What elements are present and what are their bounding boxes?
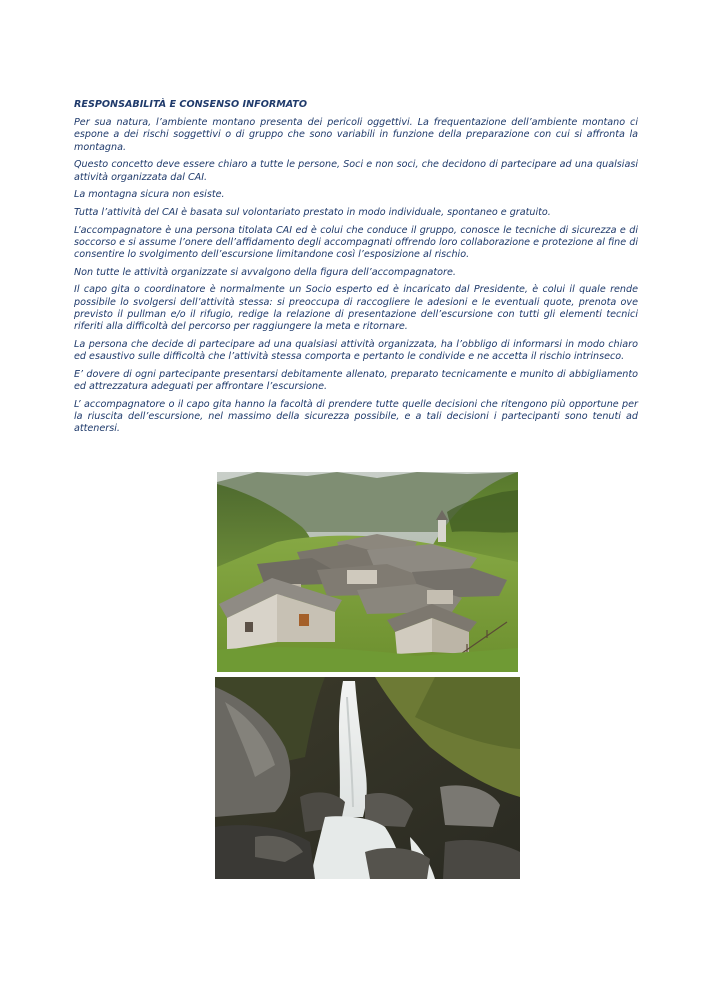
paragraph-3: La montagna sicura non esiste.	[74, 189, 225, 201]
paragraph-1: Per sua natura, l’ambiente montano presenta dei pericoli oggettivi. La frequentazione dell’ambiente montano ci espone a dei rischi soggettivi o di gruppo che sono variabili in funzione della preparazione con cui si affronta la montagna.	[74, 117, 638, 153]
paragraph-5: L’accompagnatore è una persona titolata CAI ed è colui che conduce il gruppo, conosce le tecniche di sicurezza e di soccorso e si assume l’onere dell’affidamento degli accompagnati offrendo loro collaborazione e protezione al fine di consentire lo svolgimento dell’escursione limitandone così l’esposizione al rischio.	[74, 224, 638, 261]
village-photo	[217, 472, 518, 672]
paragraph-10: L’ accompagnatore o il capo gita hanno la facoltà di prendere tutte quelle decisioni che ritengono più opportune per la riuscita dell’escursione, nel massimo della sicurezza possibile, e a tali decisioni i partecipanti sono tenuti ad attenersi.	[74, 398, 638, 434]
paragraph-4: Tutta l’attività del CAI è basata sul volontariato prestato in modo individuale, spontaneo e gratuito.	[74, 206, 551, 218]
waterfall-photo	[215, 677, 520, 879]
section-heading: RESPONSABILITÀ E CONSENSO INFORMATO	[74, 99, 307, 110]
paragraph-8: La persona che decide di partecipare ad una qualsiasi attività organizzata, ha l’obbligo di informarsi in modo chiaro ed esaustivo sulle difficoltà che l’attività stessa comporta e pertanto le condivide e ne accetta il rischio intrinseco.	[74, 338, 638, 362]
paragraph-2: Questo concetto deve essere chiaro a tutte le persone, Soci e non soci, che decidono di partecipare ad una qualsiasi attività organizzata dal CAI.	[74, 159, 638, 183]
village-photo-image	[217, 472, 518, 672]
paragraph-6: Non tutte le attività organizzate si avvalgono della figura dell’accompagnatore.	[74, 266, 456, 278]
waterfall-photo-image	[215, 677, 520, 879]
paragraph-7: Il capo gita o coordinatore è normalmente un Socio esperto ed è incaricato dal Presidente, è colui il quale rende possibile lo svolgersi dell’attività stessa: si preoccupa di raccogliere le adesioni e le eventuali quote, prenota ove previsto il pullman e/o il rifugio, redige la relazione di presentazione dell’escursione con tutti gli elementi tecnici riferiti alla difficoltà del percorso per raggiungere la meta e ritornare.	[74, 284, 638, 333]
document-body	[74, 99, 638, 441]
paragraph-9: E’ dovere di ogni partecipante presentarsi debitamente allenato, preparato tecnicamente e munito di abbigliamento ed attrezzatura adeguati per affrontare l’escursione.	[74, 368, 638, 392]
